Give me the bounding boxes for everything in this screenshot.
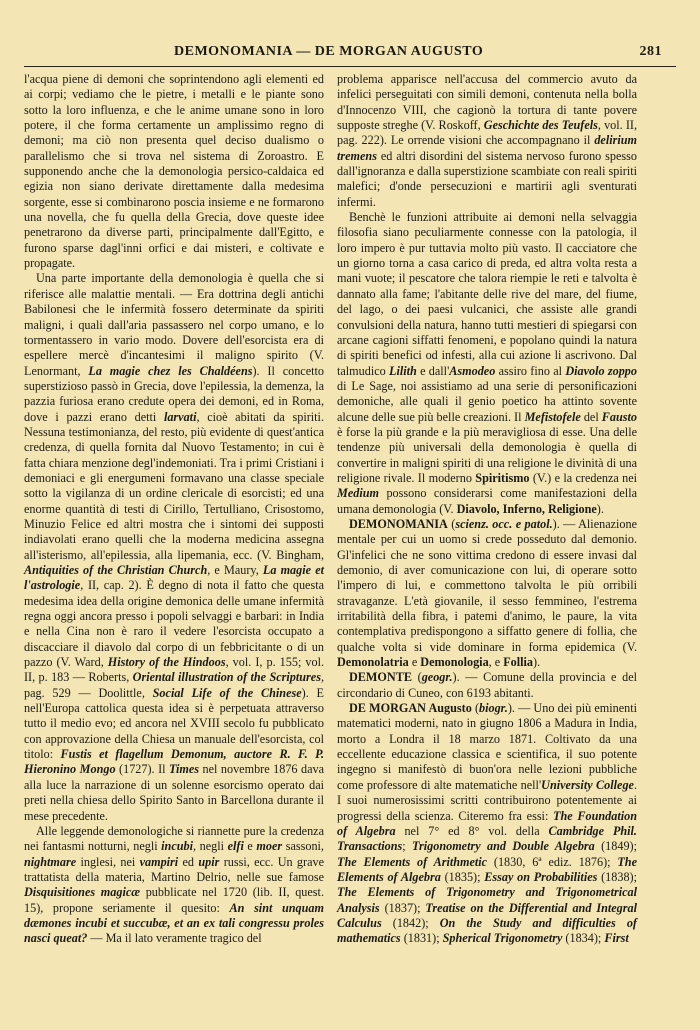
- text-run: Alle leggende demonologiche si riannette pure la credenza nei fantasmi notturni, negli: [24, 823, 324, 854]
- work-title: Diavolo zoppo: [565, 363, 637, 378]
- text-run: , pag. 529 — Doolittle,: [24, 670, 324, 700]
- header-rule: [24, 66, 676, 67]
- right-column: [337, 72, 637, 947]
- text-run: pubblicate nel 1720 (lib. II, quest. 15), propone seriamente il quesito:: [24, 885, 324, 915]
- entry-headword: DEMONOMANIA: [349, 516, 448, 531]
- emphasized-term: Lilith: [389, 363, 417, 378]
- work-title: La magie et l'astrologie: [24, 563, 324, 593]
- text-run: nel novembre 1876 dava alla luce la narrazione di un solenne esorcismo operato dai preti nella chiesa dello Spirito Santo in Barcellona durante il mese precedente.: [24, 762, 325, 823]
- text-run: (: [411, 670, 422, 685]
- work-title: On the Study and difficulties of mathematics: [337, 915, 637, 946]
- text-run: ). — Comune della provincia e del circondario di Cuneo, con 6193 abitanti.: [337, 670, 637, 700]
- text-run: ). — Uno dei più eminenti matematici moderni, nato in giugno 1806 a Madura in India, morto a Londra il 18 marzo 1871. Coltivato da una eccellente educazione classica e scientifica, il suo potente ingegno si manifestò di buon'ora nelle lezioni pubbliche come professore di alte matematiche nell': [337, 701, 637, 792]
- entry-headword: DE MORGAN Augusto: [349, 701, 472, 716]
- text-run: ). E nell'Europa cattolica questa idea si è perpetuata attraverso tutto il medio evo; ed ancora nel XVIII secolo fu pubblicato con approvazione della Chiesa un manuale dell'esorcista, col titolo:: [24, 685, 324, 762]
- cross-reference: Follia: [503, 655, 534, 670]
- entry-headword: DEMONTE: [349, 670, 412, 685]
- text-run: inglesi, nei: [76, 854, 140, 869]
- text-run: , vol. II, pag. 222). Le orrende visioni che accompagnano il: [337, 118, 637, 148]
- work-title: Oriental illustration of the Scriptures: [132, 670, 321, 685]
- entry-de-morgan: [337, 701, 637, 947]
- emphasized-term: larvati: [163, 409, 197, 424]
- text-run: del: [580, 409, 602, 424]
- text-run: , cioè abitati da spiriti. Nessuna testimonianza, del resto, più evidente di quest'antica credenza, di quella fornita dal Nuovo Testamento; in cui è fatta chiara menzione degl'indemoniati. Tra i primi Cristiani i demoniaci e gli energumeni formavano una classe speciale sotto la vigilanza di un ordine clericale di esorcisti; ed una enorme quantità di testi di Cirillo, Tertulliano, Crisostomo, Minuzio Felice ed altri mostra che i sintomi dei supposti indiavolati erano quelli che la moderna medicina assegna all'isterismo, all'epilessia, alla lipemania, ecc. (V. Bingham,: [24, 409, 324, 562]
- left-paragraph-1: [24, 72, 324, 271]
- text-run: sassoni,: [282, 839, 324, 854]
- cross-reference: Demonologia: [420, 655, 489, 670]
- emphasized-term: upir: [198, 854, 220, 869]
- entry-category: biogr.: [479, 701, 508, 716]
- cross-reference: Spiritismo: [475, 470, 530, 485]
- text-run: problema apparisce nell'accusa del commercio avuto da infelici perseguitati con simili demoni, contenuta nella bolla d'Innocenzo VIII, che cagionò la tortura di tante povere supposte streghe (V. Roskoff,: [337, 72, 637, 133]
- text-run: nel 7° ed 8° vol. della: [395, 823, 549, 838]
- work-title: Times: [169, 762, 200, 777]
- work-title: First: [604, 931, 629, 946]
- work-title: History of the Hindoos: [107, 655, 226, 670]
- text-run: (V.) e la credenza nei: [529, 470, 638, 485]
- emphasized-term: incubi: [161, 839, 194, 854]
- text-run: (1849);: [594, 839, 637, 854]
- text-run: . I suoi numerosissimi scritti contribuirono potentemente ai progressi della scienza. Citeremo fra essi:: [337, 777, 637, 823]
- text-run: e: [243, 839, 257, 854]
- work-title: Fustis et flagellum Demonum, auctore R. F. P. Hieronino Mongo: [24, 747, 324, 777]
- work-title: The Elements of Trigonometry and Trigonometrical Analysis: [337, 885, 637, 915]
- work-title: Geschichte des Teufels: [483, 118, 598, 133]
- text-run: (1835);: [440, 869, 485, 884]
- work-title: Social Life of the Chinese: [152, 685, 302, 700]
- text-run: e dall': [416, 363, 450, 378]
- entry-demonte: [337, 670, 637, 701]
- work-title: Treatise on the Differential and Integral Calculus: [337, 900, 637, 930]
- emphasized-term: nightmare: [24, 854, 77, 869]
- left-paragraph-3: [24, 824, 324, 947]
- text-run: , e: [488, 655, 504, 670]
- text-run: e: [408, 655, 421, 670]
- entry-category: geogr.: [421, 670, 453, 685]
- text-run: ed altri disordini del sistema nervoso furono spesso dall'ignoranza e dalla superstizione scambiate con reali spiriti malefici; d'onde persecuzioni e martirii agli sventurati infermi.: [337, 148, 637, 209]
- text-run: , negli: [193, 839, 228, 854]
- text-run: di Le Sage, noi assistiamo ad una serie di personificazioni demoniche, alle quali il genio poetico ha attinto sovente alcune delle sue più belle creazioni. Il: [337, 378, 637, 424]
- work-title: Fausto: [601, 409, 638, 424]
- emphasized-term: Mefistofele: [524, 409, 581, 424]
- text-run: ;: [402, 839, 413, 854]
- work-title: The Elements of Algebra: [337, 854, 637, 884]
- text-run: (: [447, 516, 456, 531]
- running-header: [24, 44, 676, 64]
- text-run: ).: [596, 501, 604, 516]
- work-title: The Elements of Arithmetic: [337, 854, 488, 869]
- work-title: Cambridge Phil. Transactions: [337, 823, 637, 854]
- page-number: 281: [639, 44, 662, 59]
- text-run: (1830, 6ª ediz. 1876);: [487, 854, 618, 869]
- text-run: l'acqua piene di demoni che soprintendono agli elementi ed ai corpi; vediamo che le pietre, i metalli e le piante sono sotto la loro influenza, e che le anime umane sono in loro potere, il che forma certamente un amplissimo regno di demoni; ma ciò non presenta quel deciso dualismo o parallelismo che si trova nel sistema di Zoroastro. E supponendo anche che la demonologia persico-caldaica ed egizia non siano derivate direttamente dalla medesima sorgente, esse si combinarono poscia insieme e ne formarono una novella, che fu quella della Grecia, dove queste idee penetrarono da diverse parti, principalmente dall'Egitto, e furono sparse dagl'inni orfici e dai misteri, e coltivate e propagate.: [24, 72, 324, 271]
- text-run: assiro fino al: [495, 363, 566, 378]
- institution-name: University College: [541, 777, 634, 792]
- right-paragraph-2: [337, 210, 637, 517]
- text-run: (1838);: [597, 869, 637, 884]
- text-run: Benchè le funzioni attribuite ai demoni nella selvaggia filosofia siano peculiarmente connesse con la patologia, il loro impero è pur tuttavia molto più vasto. Il cacciatore che un giorno torna a casa carico di preda, ed altra volta resta a mani vuote; il pescatore che talora riempie le reti e talvolta è dannato alla fame; l'abitante delle rive del mare, del fiume, del lago, o dei paesi vulcanici, che assiste alle grandi convulsioni della natura, hanno tutti mestieri di spiegarsi con arcane cagioni siffatti fenomeni, e popolano quindi la natura di spiriti benefici od infesti, alla cui azione li ascrivono. Dal talmudico: [337, 210, 637, 378]
- text-run: ). — Alienazione mentale per cui un uomo si crede posseduto dal demonio. Gl'infelici che ne sono vittima credono di essere invasi dal demonio, di aver comunicazione con lui, di operare sotto l'impero di lui, e commettono talvolta le più orribili stravaganze. L'età giovanile, il sesso femmineo, l'estrema irritabilità della fibra, i patemi d'animo, le paure, la vita contemplativa predispongono a siffatto genere di follia, che qualche volta si vide dominare in forma epidemica (V.: [337, 516, 637, 654]
- emphasized-term: moer: [256, 839, 283, 854]
- text-run: ).: [533, 655, 541, 670]
- work-title: La magie chez les Chaldéens: [88, 363, 253, 378]
- text-run: (1837);: [379, 900, 426, 915]
- work-title: Antiquities of the Christian Church: [24, 563, 208, 577]
- left-column: [24, 72, 324, 947]
- text-run: è forse la più grande e la più meravigliosa di esse. Una delle tendenze più universali della demonologia è quella di convertire in maligni spiriti di una religione le divinità di una religione rivale. Il moderno: [337, 424, 637, 485]
- emphasized-term: Asmodeo: [449, 363, 496, 378]
- cross-reference: Diavolo, Inferno, Religione: [456, 501, 597, 516]
- emphasized-term: vampiri: [139, 854, 179, 869]
- work-title: The Foundation of Algebra: [337, 808, 637, 838]
- cross-reference: Demonolatria: [337, 655, 409, 670]
- work-title: Trigonometry and Double Algebra: [412, 839, 595, 854]
- emphasized-term: elfi: [227, 839, 244, 854]
- text-run: ). Il concetto superstizioso passò in Grecia, dove l'epilessia, la demenza, la pazzia furiosa erano credute opera dei demoni, ed in Roma, dove i pazzi erano detti: [24, 363, 324, 424]
- work-title: Spherical Trigonometry: [442, 931, 563, 946]
- text-run: , e Maury,: [207, 563, 263, 577]
- text-run: (1831);: [400, 931, 443, 946]
- work-title: Essay on Probabilities: [484, 869, 598, 884]
- text-run: ed: [178, 854, 199, 869]
- entry-category: scienz. occ. e patol.: [455, 516, 553, 531]
- right-paragraph-1: [337, 72, 637, 210]
- text-run: , vol. I, p. 155; vol. II, p. 183 — Roberts,: [24, 655, 324, 685]
- text-run: (1834);: [562, 931, 605, 946]
- text-run: russi, ecc. Un grave trattatista della materia, Martino Delrio, nelle sue famose: [24, 854, 325, 884]
- text-run: , II, cap. 2). È degno di nota il fatto che questa medesima idea della origine demonica delle umane infermità regna oggi ancora presso i popoli selvaggi e barbari: in India e nella Cina non è raro il vedere l'esorcista occupato a discacciare il diavolo dal corpo di un febbricitante o di un pazzo (V. Ward,: [24, 578, 324, 670]
- text-run: (1842);: [381, 915, 440, 930]
- running-head-title: DEMONOMANIA — DE MORGAN AUGUSTO: [174, 44, 484, 59]
- emphasized-term: delirium tremens: [337, 133, 637, 163]
- left-paragraph-2: [24, 271, 324, 823]
- text-run: Una parte importante della demonologia è quella che si riferisce alle malattie mentali. — Era dottrina degli antichi Babilonesi che le infermità fossero determinate da spiriti maligni, i quali dall'aria passassero nel corpo umano, e lo tormentassero in vario modo. Dovere dell'esorcista era di espellere mercè d'incantesimi il maligno spirito (V. Lenormant,: [24, 271, 324, 378]
- latin-quotation: An sint unquam dæmones incubi et succubæ, et an ex tali congressu proles nasci queat?: [24, 900, 324, 946]
- text-run: (: [471, 701, 480, 716]
- entry-demonomania: [337, 517, 637, 670]
- emphasized-term: Medium: [337, 486, 379, 501]
- work-title: Disquisitiones magicæ: [24, 885, 141, 900]
- text-run: possono considerarsi come manifestazioni della umana demonologia (V.: [337, 486, 637, 516]
- text-run: (1727). Il: [115, 762, 170, 777]
- text-run: — Ma il lato veramente tragico del: [87, 931, 262, 946]
